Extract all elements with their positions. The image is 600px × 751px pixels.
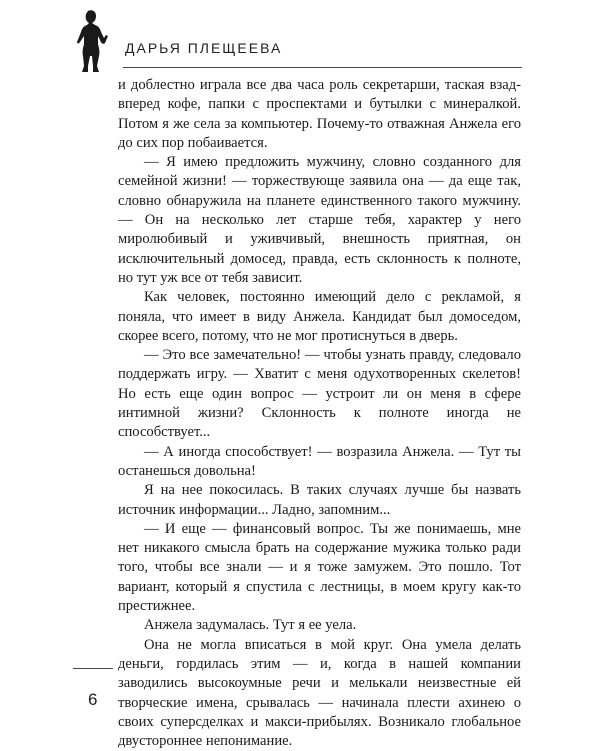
body-text [118,76,521,751]
header-rule [123,67,522,68]
page-number: 6 [88,690,98,709]
paragraph: — Я имею предложить мужчину, словно созданного для семейной жизни! — торжествующе заявила она — да еще так, словно обнаружила на планете единственного такого мужчину. — Он на несколько лет старше тебя, характер у него миролюбивый и уживчивый, внешность приятная, он исключительный домосед, правда, есть склонность к полноте, но тут уж все от тебя зависит. [118,154,521,286]
running-header [0,0,600,80]
footer-rule [73,668,113,669]
paragraph: Анжела задумалась. Тут я ее уела. [144,617,357,634]
paragraph: — И еще — финансовый вопрос. Ты же понимаешь, мне нет никакого смысла брать на содержание мужика только ради того, чтобы все знали — и я тоже замужем. Это пошло. Тот вариант, который я спустила с лестницы, в моем кругу как-то престижнее. [118,520,521,615]
author-name: ДАРЬЯ ПЛЕЩЕЕВА [125,40,283,56]
paragraph: — Это все замечательно! — чтобы узнать правду, следовало поддержать игру. — Хватит с меня одухотворенных скелетов! Но есть еще один вопрос — устроит ли он меня в сфере интимной жизни? Склонность к полноте иногда не способствует... [118,347,521,441]
paragraph: — А иногда способствует! — возразила Анжела. — Тут ты останешься довольна! [118,443,521,479]
paragraph: Она не могла вписаться в мой круг. Она умела делать деньги, гордилась этим — и, когда в нашей компании заводились высокоумные речи и мелькали неизвестные ей творческие имена, срывалась — начинала плести ахинею о своих суперсделках и макси-прибылях. Возникало глобальное двустороннее непонимание. [118,636,521,750]
paragraph: Как человек, постоянно имеющий дело с рекламой, я поняла, что имеет в виду Анжела. Кандидат был домоседом, скорее всего, потому, что не мог протиснуться в дверь. [118,289,521,344]
paragraph: Я на нее покосилась. В таких случаях лучше бы назвать источник информации... Ладно, запомним... [118,482,521,518]
woman-silhouette-icon [70,8,110,74]
paragraph: и доблестно играла все два часа роль секретарши, таская взад-вперед кофе, папки с проспектами и бутылки с минералкой. Потом я же села за компьютер. Почему-то отважная Анжела его до сих пор побаивается. [118,77,521,151]
